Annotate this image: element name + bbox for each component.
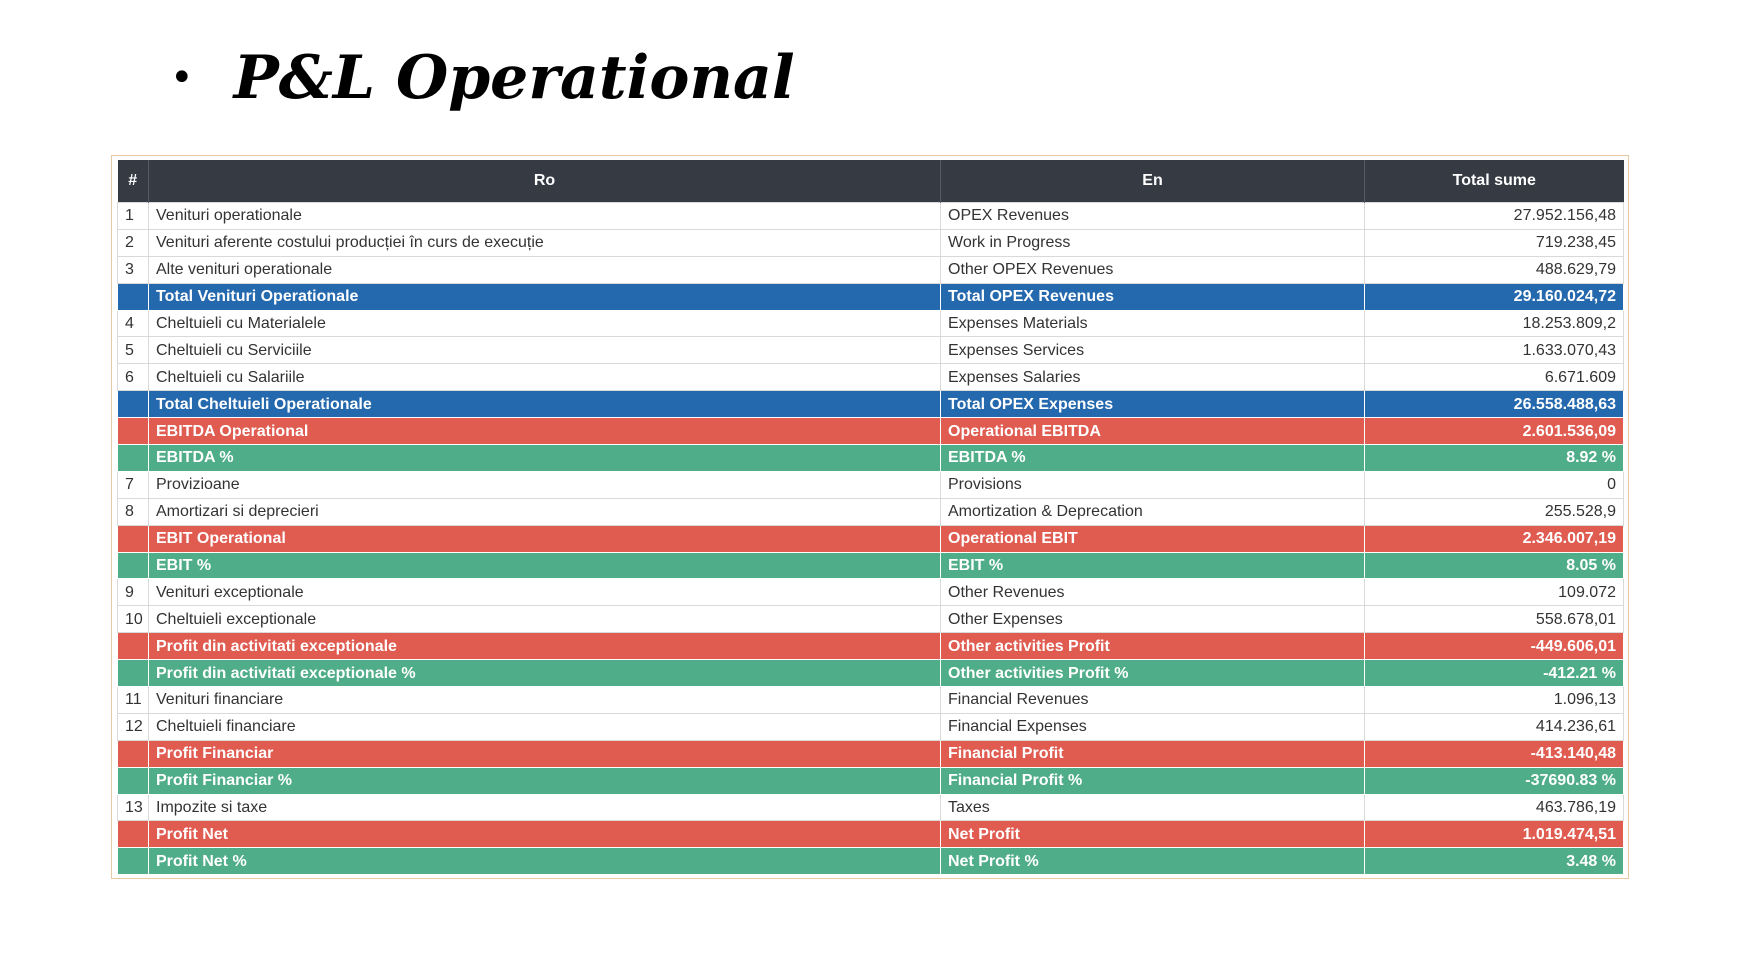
table-row: [118, 283, 1624, 310]
row-en-cell: Operational EBIT: [941, 525, 1365, 552]
row-ro-cell: EBIT %: [149, 552, 941, 579]
table-row: [118, 391, 1624, 418]
row-en-cell: EBITDA %: [941, 445, 1365, 472]
row-ro-cell: EBITDA Operational: [149, 418, 941, 445]
row-total-cell: 1.019.474,51: [1365, 821, 1624, 848]
row-ro-cell: Alte venituri operationale: [149, 256, 941, 283]
row-ro-cell: Venituri operationale: [149, 203, 941, 230]
row-total-cell: 8.92 %: [1365, 445, 1624, 472]
row-ro-cell: Cheltuieli cu Materialele: [149, 310, 941, 337]
row-index-cell: [118, 740, 149, 767]
row-total-cell: 29.160.024,72: [1365, 283, 1624, 310]
row-index-cell: [118, 445, 149, 472]
row-total-cell: 2.601.536,09: [1365, 418, 1624, 445]
row-en-cell: Amortization & Deprecation: [941, 498, 1365, 525]
row-index-cell: 13: [118, 794, 149, 821]
table-row: [118, 794, 1624, 821]
row-total-cell: -37690.83 %: [1365, 767, 1624, 794]
row-total-cell: 2.346.007,19: [1365, 525, 1624, 552]
table-row: [118, 445, 1624, 472]
row-index-cell: [118, 660, 149, 687]
row-en-cell: Expenses Salaries: [941, 364, 1365, 391]
row-ro-cell: Impozite si taxe: [149, 794, 941, 821]
row-total-cell: 27.952.156,48: [1365, 203, 1624, 230]
table-row: [118, 525, 1624, 552]
table-row: [118, 606, 1624, 633]
row-total-cell: 1.096,13: [1365, 687, 1624, 714]
row-index-cell: [118, 283, 149, 310]
row-total-cell: 18.253.809,2: [1365, 310, 1624, 337]
row-index-cell: 5: [118, 337, 149, 364]
row-index-cell: [118, 848, 149, 875]
row-ro-cell: Amortizari si deprecieri: [149, 498, 941, 525]
row-en-cell: Financial Profit: [941, 740, 1365, 767]
row-total-cell: -412.21 %: [1365, 660, 1624, 687]
row-en-cell: OPEX Revenues: [941, 203, 1365, 230]
row-ro-cell: EBITDA %: [149, 445, 941, 472]
row-index-cell: 3: [118, 256, 149, 283]
table-row: [118, 552, 1624, 579]
table-row: [118, 821, 1624, 848]
table-row: [118, 229, 1624, 256]
row-index-cell: 6: [118, 364, 149, 391]
table-header-row: [118, 160, 1624, 203]
row-en-cell: Work in Progress: [941, 229, 1365, 256]
table-row: [118, 203, 1624, 230]
page-title: P&L Operational: [233, 43, 795, 113]
row-total-cell: 558.678,01: [1365, 606, 1624, 633]
row-total-cell: -449.606,01: [1365, 633, 1624, 660]
table-row: [118, 660, 1624, 687]
row-ro-cell: Total Venituri Operationale: [149, 283, 941, 310]
table-row: [118, 767, 1624, 794]
row-ro-cell: Cheltuieli cu Serviciile: [149, 337, 941, 364]
row-index-cell: [118, 767, 149, 794]
row-ro-cell: Profit Net: [149, 821, 941, 848]
row-total-cell: 1.633.070,43: [1365, 337, 1624, 364]
row-index-cell: 4: [118, 310, 149, 337]
table-row: [118, 498, 1624, 525]
row-total-cell: 26.558.488,63: [1365, 391, 1624, 418]
row-en-cell: Other activities Profit: [941, 633, 1365, 660]
row-ro-cell: Profit din activitati exceptionale %: [149, 660, 941, 687]
row-en-cell: Financial Profit %: [941, 767, 1365, 794]
row-index-cell: 9: [118, 579, 149, 606]
row-index-cell: [118, 391, 149, 418]
table-row: [118, 848, 1624, 875]
slide-title: [170, 43, 795, 113]
row-ro-cell: Profit din activitati exceptionale: [149, 633, 941, 660]
row-index-cell: 11: [118, 687, 149, 714]
table-row: [118, 418, 1624, 445]
row-en-cell: Expenses Services: [941, 337, 1365, 364]
row-total-cell: 719.238,45: [1365, 229, 1624, 256]
table-row: [118, 740, 1624, 767]
table-row: [118, 364, 1624, 391]
row-en-cell: Financial Revenues: [941, 687, 1365, 714]
row-en-cell: Financial Expenses: [941, 713, 1365, 740]
table-row: [118, 337, 1624, 364]
row-total-cell: 109.072: [1365, 579, 1624, 606]
row-index-cell: [118, 633, 149, 660]
table-row: [118, 713, 1624, 740]
row-ro-cell: EBIT Operational: [149, 525, 941, 552]
row-ro-cell: Cheltuieli exceptionale: [149, 606, 941, 633]
row-index-cell: 8: [118, 498, 149, 525]
row-total-cell: 414.236,61: [1365, 713, 1624, 740]
row-en-cell: Taxes: [941, 794, 1365, 821]
row-en-cell: Total OPEX Revenues: [941, 283, 1365, 310]
row-en-cell: Provisions: [941, 471, 1365, 498]
row-en-cell: Total OPEX Expenses: [941, 391, 1365, 418]
row-index-cell: 12: [118, 713, 149, 740]
row-total-cell: 463.786,19: [1365, 794, 1624, 821]
row-index-cell: 2: [118, 229, 149, 256]
row-en-cell: Expenses Materials: [941, 310, 1365, 337]
row-index-cell: [118, 525, 149, 552]
table-row: [118, 471, 1624, 498]
row-total-cell: 255.528,9: [1365, 498, 1624, 525]
row-en-cell: Operational EBITDA: [941, 418, 1365, 445]
row-ro-cell: Venituri exceptionale: [149, 579, 941, 606]
table-row: [118, 579, 1624, 606]
row-ro-cell: Cheltuieli cu Salariile: [149, 364, 941, 391]
row-ro-cell: Venituri aferente costului producției în curs de execuție: [149, 229, 941, 256]
column-header-en[interactable]: En: [941, 160, 1365, 203]
bullet-icon: •: [170, 55, 194, 101]
row-index-cell: 1: [118, 203, 149, 230]
row-ro-cell: Profit Financiar %: [149, 767, 941, 794]
row-index-cell: [118, 821, 149, 848]
column-header-total[interactable]: Total sume: [1365, 160, 1624, 203]
row-en-cell: Net Profit %: [941, 848, 1365, 875]
row-index-cell: [118, 418, 149, 445]
row-ro-cell: Provizioane: [149, 471, 941, 498]
row-total-cell: 3.48 %: [1365, 848, 1624, 875]
row-total-cell: 0: [1365, 471, 1624, 498]
row-index-cell: 7: [118, 471, 149, 498]
table-row: [118, 256, 1624, 283]
row-en-cell: Other OPEX Revenues: [941, 256, 1365, 283]
column-header-index[interactable]: #: [118, 160, 149, 203]
row-en-cell: Other Expenses: [941, 606, 1365, 633]
row-total-cell: 8.05 %: [1365, 552, 1624, 579]
table-row: [118, 633, 1624, 660]
row-en-cell: Other activities Profit %: [941, 660, 1365, 687]
row-ro-cell: Total Cheltuieli Operationale: [149, 391, 941, 418]
row-index-cell: 10: [118, 606, 149, 633]
column-header-ro[interactable]: Ro: [149, 160, 941, 203]
row-en-cell: Other Revenues: [941, 579, 1365, 606]
row-ro-cell: Profit Net %: [149, 848, 941, 875]
row-total-cell: -413.140,48: [1365, 740, 1624, 767]
pl-table: [117, 160, 1624, 875]
row-en-cell: Net Profit: [941, 821, 1365, 848]
table-row: [118, 687, 1624, 714]
row-en-cell: EBIT %: [941, 552, 1365, 579]
row-ro-cell: Profit Financiar: [149, 740, 941, 767]
row-total-cell: 488.629,79: [1365, 256, 1624, 283]
row-index-cell: [118, 552, 149, 579]
row-total-cell: 6.671.609: [1365, 364, 1624, 391]
table-row: [118, 310, 1624, 337]
row-ro-cell: Venituri financiare: [149, 687, 941, 714]
row-ro-cell: Cheltuieli financiare: [149, 713, 941, 740]
